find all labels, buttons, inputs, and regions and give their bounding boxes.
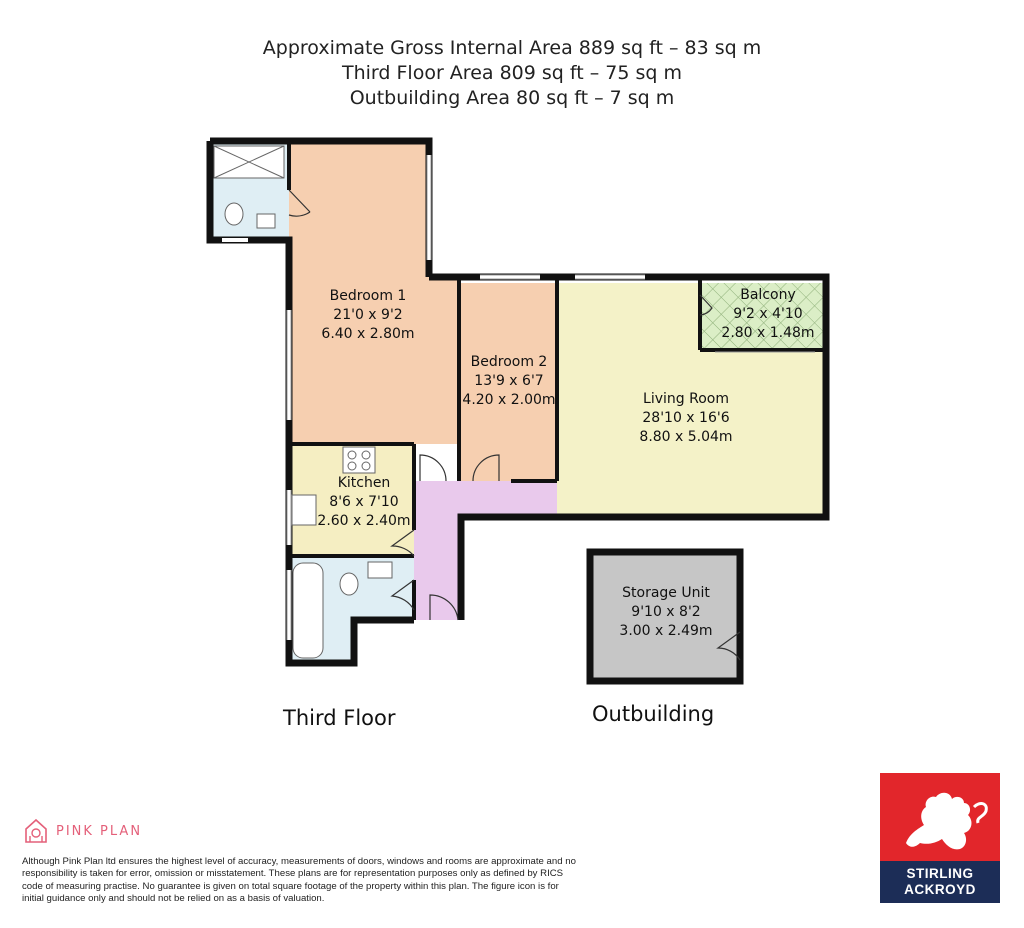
bedroom-1-fill <box>289 141 429 277</box>
disclaimer: Although Pink Plan ltd ensures the highest level of accuracy, measurements of doors, windows and rooms are approximate and no responsibility is taken for error, omission or misstatement. These plans are for representation purposes only as defined by RICS code of measuring practise. No guarantee is given on total square footage of the property within this plan. The figure icon is for initial guidance only and should not be relied on as a basis of valuation. <box>22 856 576 905</box>
storage-unit-label: Storage Unit 9'10 x 8'2 3.00 x 2.49m <box>619 585 713 639</box>
balcony-label: Balcony 9'2 x 4'10 2.80 x 1.48m <box>721 287 815 341</box>
house-icon <box>24 818 48 844</box>
gross-area-text: Approximate Gross Internal Area 889 sq ft – 83 sq m <box>262 37 762 59</box>
kitchen-label: Kitchen 8'6 x 7'10 2.60 x 2.40m <box>317 475 411 529</box>
griffin-icon <box>880 773 1000 861</box>
outbuilding-label: Outbuilding <box>592 702 715 726</box>
brand-name: STIRLING ACKROYD <box>880 861 1000 903</box>
living-room-label: Living Room 28'10 x 16'6 8.80 x 5.04m <box>639 391 733 445</box>
bedroom-1-label: Bedroom 1 21'0 x 9'2 6.40 x 2.80m <box>321 288 415 342</box>
third-floor-label: Third Floor <box>283 706 396 730</box>
pink-plan-text: PINK PLAN <box>56 823 143 839</box>
stirling-ackroyd-logo <box>880 773 1000 903</box>
hallway-fill <box>414 481 557 620</box>
third-floor-area-text: Third Floor Area 809 sq ft – 75 sq m <box>342 62 682 84</box>
outbuilding-area-text: Outbuilding Area 80 sq ft – 7 sq m <box>349 87 675 109</box>
pink-plan-logo <box>24 818 142 844</box>
bedroom-2-label: Bedroom 2 13'9 x 6'7 4.20 x 2.00m <box>462 354 556 408</box>
